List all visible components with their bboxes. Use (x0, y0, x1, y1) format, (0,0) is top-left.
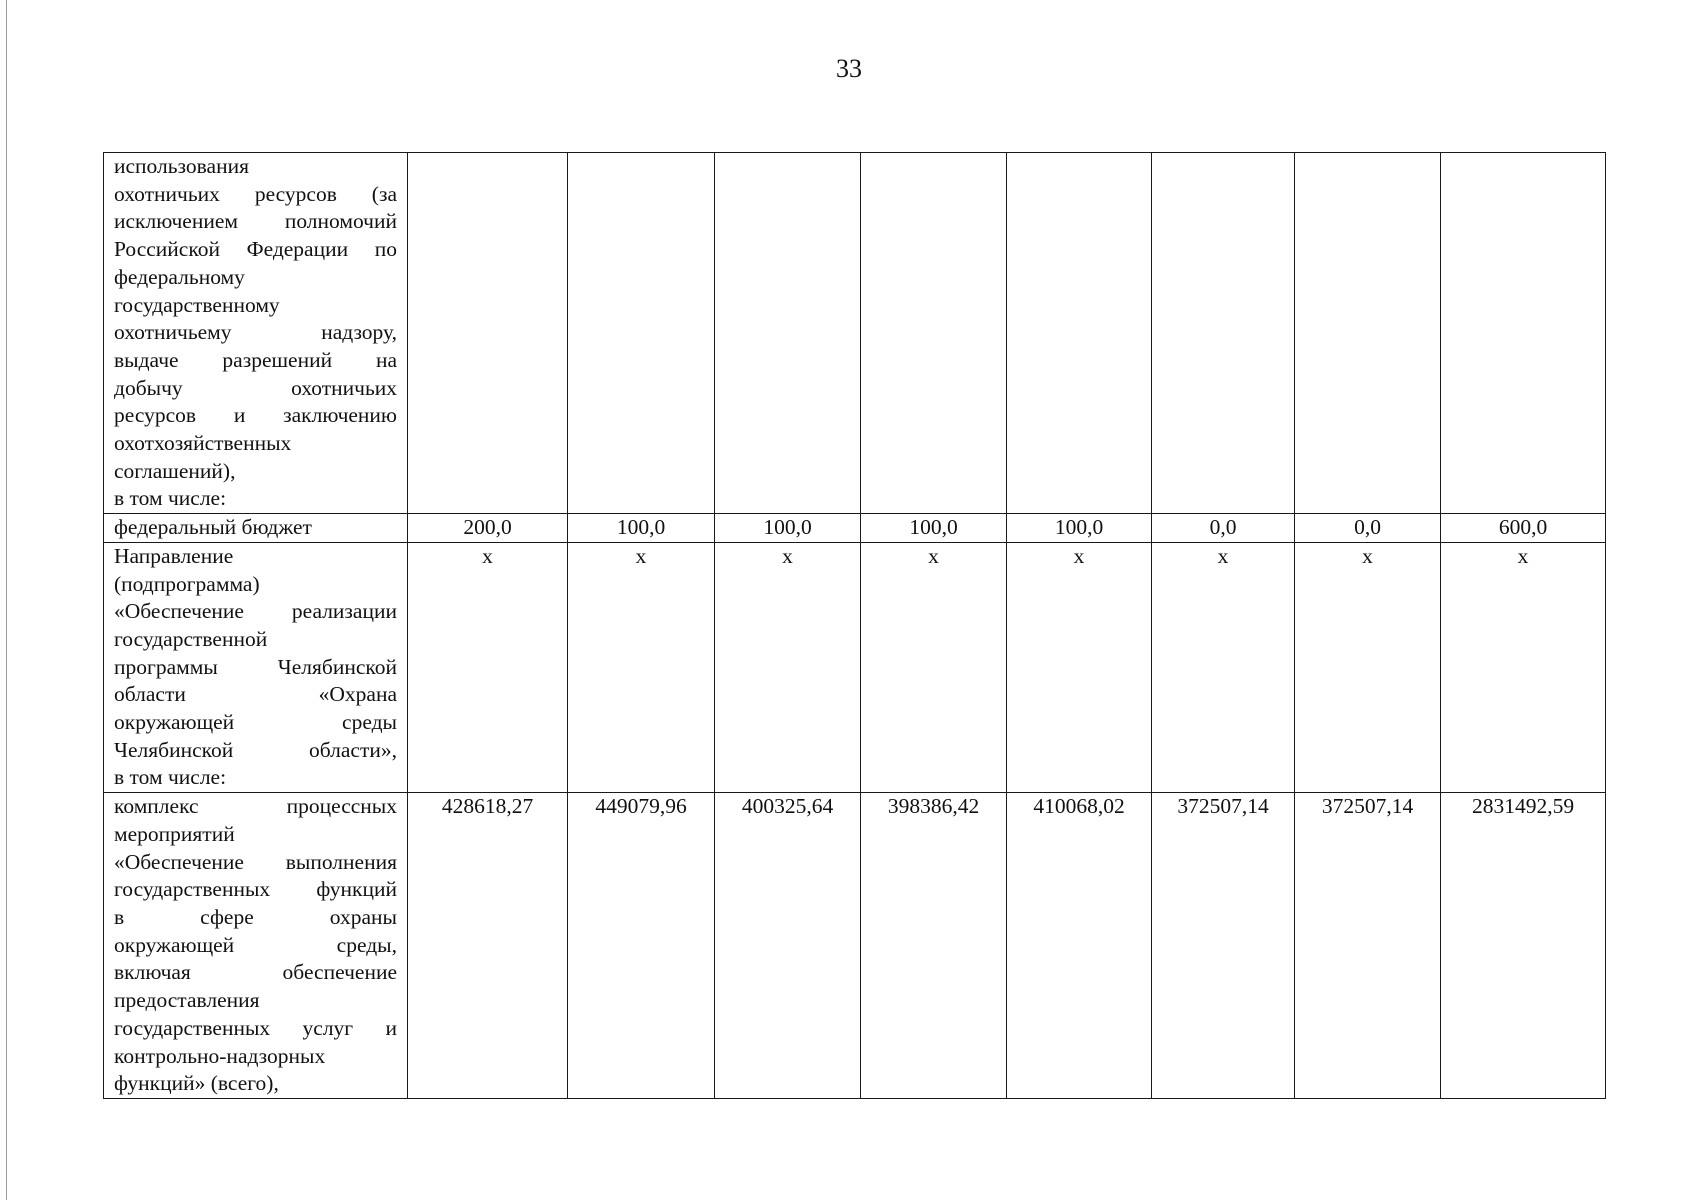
table-row (104, 542, 1606, 792)
value-cell (568, 153, 715, 514)
value-cell (408, 153, 568, 514)
value-cell: 0,0 (1152, 514, 1295, 543)
value-cell: 100,0 (861, 514, 1007, 543)
value-cell: х (408, 542, 568, 792)
value-cell: х (715, 542, 861, 792)
table-row (104, 514, 1606, 543)
row-label-line: программы Челябинской (114, 654, 397, 679)
value-cell: х (861, 542, 1007, 792)
value-cell: 100,0 (715, 514, 861, 543)
row-label-line: (подпрограмма) (114, 571, 260, 596)
value-cell: 0,0 (1295, 514, 1441, 543)
row-label-line: государственных услуг и (114, 1015, 397, 1040)
value-cell: 449079,96 (568, 793, 715, 1099)
value-cell: 410068,02 (1007, 793, 1152, 1099)
row-label-line: охотничьему надзору, (114, 320, 397, 345)
value-cell: 428618,27 (408, 793, 568, 1099)
row-label-line: мероприятий (114, 821, 235, 846)
row-label-cell (104, 542, 408, 792)
row-label-line: государственному (114, 292, 280, 317)
row-label-line: комплекс процессных (114, 794, 397, 819)
table-row (104, 153, 1606, 514)
page-number: 33 (836, 54, 862, 83)
row-label-line: использования (114, 154, 249, 178)
row-label-line: исключением полномочий (114, 209, 397, 234)
row-label-line: контрольно-надзорных (114, 1043, 326, 1068)
value-cell: х (1441, 542, 1606, 792)
row-label-line: Российской Федерации по (114, 237, 397, 262)
value-cell: 100,0 (1007, 514, 1152, 543)
row-label-cell (104, 153, 408, 514)
value-cell (1152, 153, 1295, 514)
scan-edge-line (6, 0, 7, 1200)
value-cell: 2831492,59 (1441, 793, 1606, 1099)
row-label-line: в том числе: (114, 486, 227, 511)
value-cell: 398386,42 (861, 793, 1007, 1099)
value-cell (861, 153, 1007, 514)
value-cell: 200,0 (408, 514, 568, 543)
value-cell: х (568, 542, 715, 792)
row-label-line: охотничьих ресурсов (за (114, 181, 397, 206)
value-cell (1441, 153, 1606, 514)
row-label-line: выдаче разрешений на (114, 347, 397, 372)
budget-table (103, 152, 1606, 1099)
value-cell: х (1152, 542, 1295, 792)
row-label-line: Направление (114, 543, 234, 568)
row-label-line: в том числе: (114, 765, 227, 790)
row-label-line: окружающей среды, (114, 932, 397, 957)
value-cell: 372507,14 (1295, 793, 1441, 1099)
row-label-line: окружающей среды (114, 710, 397, 735)
table-body (104, 153, 1606, 1099)
row-label-line: Челябинской области», (114, 737, 397, 762)
row-label-line: добычу охотничьих (114, 375, 397, 400)
row-label-line: государственных функций (114, 877, 397, 902)
row-label-line: области «Охрана (114, 682, 397, 707)
value-cell (1295, 153, 1441, 514)
row-label-line: предоставления (114, 988, 260, 1013)
row-label-line: включая обеспечение (114, 960, 397, 985)
value-cell: х (1295, 542, 1441, 792)
row-label-line: в сфере охраны (114, 904, 397, 929)
row-label-line: «Обеспечение реализации (114, 599, 397, 624)
row-label-line: соглашений), (114, 458, 236, 483)
value-cell (1007, 153, 1152, 514)
row-label-line: охотхозяйственных (114, 431, 292, 456)
value-cell: 372507,14 (1152, 793, 1295, 1099)
value-cell: х (1007, 542, 1152, 792)
row-label-line: ресурсов и заключению (114, 403, 397, 428)
value-cell: 600,0 (1441, 514, 1606, 543)
value-cell (715, 153, 861, 514)
row-label-cell (104, 514, 408, 543)
row-label-cell (104, 793, 408, 1099)
value-cell: 400325,64 (715, 793, 861, 1099)
row-label-line: функций» (всего), (114, 1071, 279, 1096)
row-label-line: федеральный бюджет (114, 515, 312, 540)
value-cell: 100,0 (568, 514, 715, 543)
row-label-line: государственной (114, 626, 268, 651)
row-label-line: федеральному (114, 264, 245, 289)
row-label-line: «Обеспечение выполнения (114, 849, 397, 874)
table-row (104, 793, 1606, 1099)
